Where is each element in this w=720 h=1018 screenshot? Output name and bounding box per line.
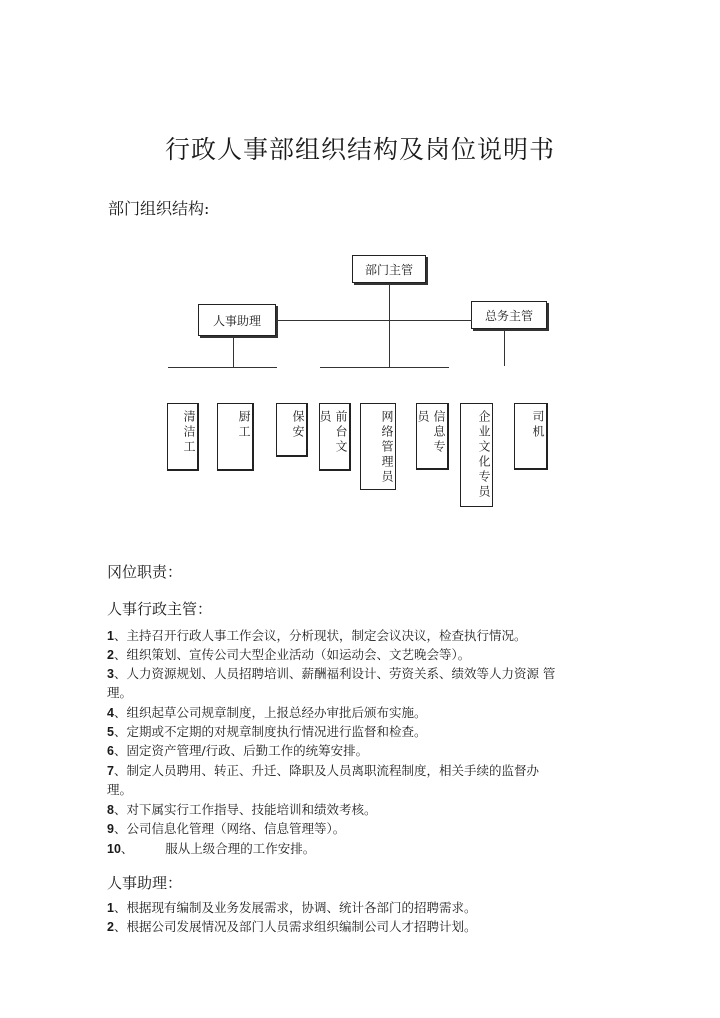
section-heading-manager: 人事行政主管： [107,600,213,618]
item-text: 、固定资产管理/行政、后勤工作的统筹安排。 [113,743,369,758]
list-item [107,722,602,742]
item-text: 、人力资源规划、人员招聘培训、薪酬福利设计、劳资关系、绩效等人力资源 管 [113,666,556,681]
item-number: 7 [107,764,114,778]
item-number: 1 [107,901,114,915]
item-text: 、制定人员聘用、转正、升迁、降职及人员离职流程制度，相关手续的监督办 [113,763,539,778]
item-text: 、根据现有编制及业务发展需求，协调、统计各部门的招聘需求。 [113,900,477,915]
org-staff-info: 信息专员 [416,403,449,470]
list-item [107,626,602,646]
section-heading-assistant: 人事助理： [107,874,183,892]
item-number: 9 [107,822,114,836]
connector-line [320,367,449,368]
org-staff-reception: 前台文员 [319,403,351,471]
org-staff-culture: 企业文化专员 [460,403,493,507]
list-item-continued: 理。 [107,685,133,700]
document-title: 行政人事部组织结构及岗位说明书 [164,135,555,164]
item-number: 10 [107,842,121,856]
list-item [107,645,602,665]
connector-line [168,367,277,368]
connector-line [389,285,390,367]
list-item [107,898,602,918]
org-box-assistant: 人事助理 [198,304,276,336]
org-staff-kitchen: 厨工 [217,403,254,471]
item-number: 3 [107,667,114,681]
connector-line [233,337,234,367]
list-item [107,703,602,723]
org-staff-network: 网络管理员 [360,403,396,490]
connector-line [504,330,505,366]
org-box-general: 总务主管 [471,301,547,329]
duties-heading: 冈位职责： [107,563,183,581]
list-item [107,741,602,761]
item-text: 、 服从上级合理的工作安排。 [120,841,316,856]
list-item-continued: 理。 [107,782,133,797]
item-number: 4 [107,706,114,720]
list-item [107,761,602,781]
org-box-head: 部门主管 [352,255,426,283]
item-number: 8 [107,803,114,817]
list-item [107,800,602,820]
list-item [107,819,602,839]
org-staff-driver: 司机 [514,403,548,470]
item-number: 2 [107,648,114,662]
list-item [107,664,602,684]
org-staff-cleaner: 清洁工 [167,403,199,471]
item-text: 、组织策划、宣传公司大型企业活动（如运动会、文艺晚会等）。 [113,647,471,662]
org-staff-security: 保安 [276,403,308,457]
connector-line [276,320,472,321]
item-text: 、公司信息化管理（网络、信息管理等）。 [113,821,346,836]
structure-heading: 部门组织结构: [108,199,210,218]
list-item [107,839,602,859]
item-text: 、根据公司发展情况及部门人员需求组织编制公司人才招聘计划。 [113,919,477,934]
item-number: 2 [107,920,114,934]
item-number: 5 [107,725,114,739]
item-number: 1 [107,629,114,643]
item-number: 6 [107,744,114,758]
item-text: 、主持召开行政人事工作会议，分析现状，制定会议决议，检查执行情况。 [113,628,527,643]
item-text: 、定期或不定期的对规章制度执行情况进行监督和检查。 [113,724,427,739]
item-text: 、组织起草公司规章制度，上报总经办审批后颁布实施。 [113,705,427,720]
item-text: 、对下属实行工作指导、技能培训和绩效考核。 [113,802,377,817]
list-item [107,917,602,937]
